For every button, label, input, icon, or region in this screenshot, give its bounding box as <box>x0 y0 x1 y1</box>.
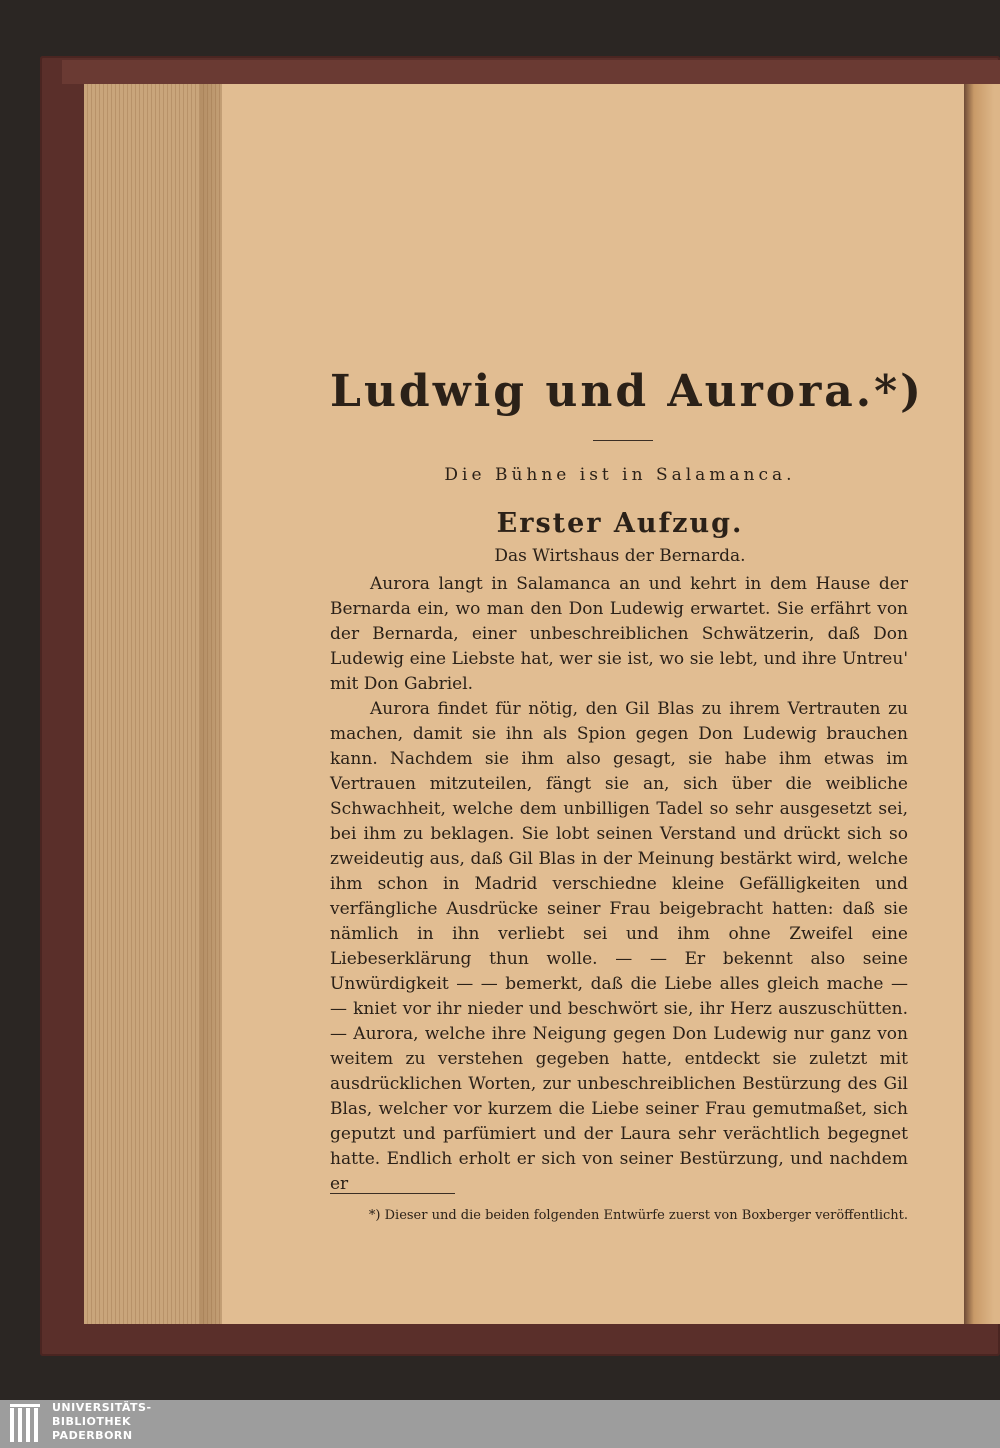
library-logo-text <box>52 1401 252 1443</box>
scene-heading: Das Wirtshaus der Bernarda. <box>494 546 746 566</box>
logo-line: PADERBORN <box>52 1429 133 1442</box>
act-heading: Erster Aufzug. <box>496 508 744 539</box>
logo-line: BIBLIOTHEK <box>52 1415 132 1428</box>
library-logo-icon <box>8 1402 48 1446</box>
title-divider <box>593 440 653 441</box>
next-page-edge <box>964 84 1000 1324</box>
footnote: *) Dieser und die beiden folgenden Entwürfe zuerst von Boxberger veröffentlicht. <box>368 1208 908 1223</box>
paragraph: Aurora findet für nötig, den Gil Blas zu ihrem Vertrauten zu machen, damit sie ihn als Spion gegen Don Ludewig brauchen kann. Nachdem sie ihm also gesagt, sie habe ihm etwas im Vertrauen mitzuteilen, fängt sie an, sich über die weibliche Schwachheit, welche dem unbilligen Tadel so sehr ausgesetzt sei, bei ihm zu beklagen. Sie lobt seinen Verstand und drückt sich so zweideutig aus, daß Gil Blas in der Meinung bestärkt wird, welche ihm schon in Madrid verschiedne kleine Gefälligkeiten und verfängliche Ausdrücke seiner Frau beigebracht hatten: daß sie nämlich in ihn verliebt sei und ihm ohne Zweifel eine Liebeserklärung thun wolle. — — Er bekennt also seine Unwürdigkeit — — bemerkt, daß die Liebe alles gleich mache — — kniet vor ihr nieder und beschwört sie, ihr Herz auszuschütten. — Aurora, welche ihre Neigung gegen Don Ludewig nur ganz von weitem zu verstehen gegeben hatte, entdeckt sie zuletzt mit ausdrücklichen Worten, zur unbeschreiblichen Bestürzung des Gil Blas, welcher vor kurzem die Liebe seiner Frau gemutmaßet, sich geputzt und parfümiert und der Laura sehr verächtlich begegnet hatte. Endlich erholt er sich von seiner Bestürzung, und nachdem er <box>330 699 908 1194</box>
body-text <box>330 572 908 1197</box>
stage-direction: Die Bühne ist in Salamanca. <box>444 465 796 485</box>
page-title: Ludwig und Aurora.*) <box>330 366 924 417</box>
book-cover-top-edge <box>62 60 1000 84</box>
footnote-divider <box>330 1193 455 1194</box>
paragraph: Aurora langt in Salamanca an und kehrt in dem Hause der Bernarda ein, wo man den Don Ludewig erwartet. Sie erfährt von der Bernarda, einer unbeschreiblichen Schwätzerin, daß Don Ludewig eine Liebste hat, wer sie ist, wo sie lebt, und ihre Untreu' mit Don Gabriel. <box>330 574 908 694</box>
logo-line: UNIVERSITÄTS- <box>52 1401 152 1414</box>
